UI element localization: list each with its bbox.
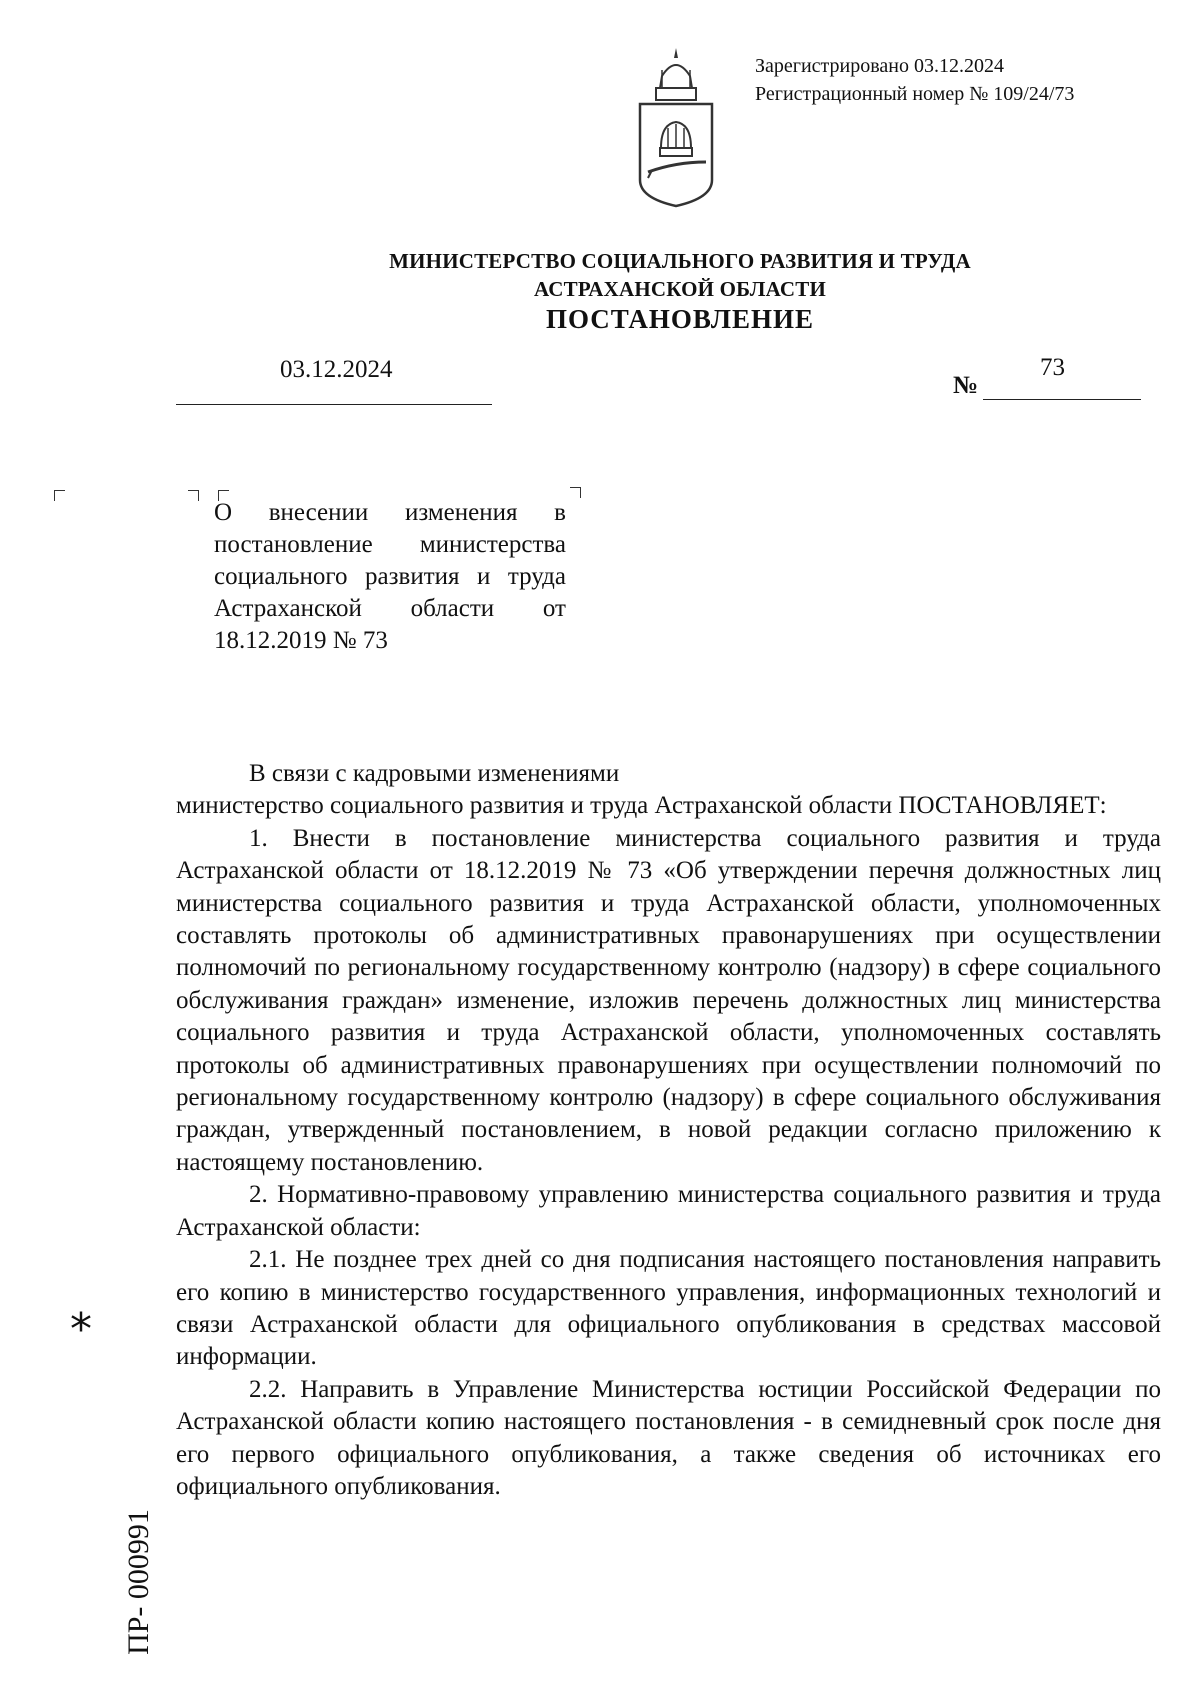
document-number: 73 — [1040, 354, 1065, 381]
ministry-name — [0, 247, 1200, 303]
number-underline — [983, 399, 1141, 400]
paragraph-2-2: 2.2. Направить в Управление Министерства юстиции Российской Федерации по Астраханской области копию настоящего постановления - в семидневный срок после дня его первого официального опубликования, а также сведения об источниках его официального опубликования. — [176, 1375, 1161, 1500]
document-type: ПОСТАНОВЛЕНИЕ — [545, 304, 815, 334]
registration-block — [755, 52, 1074, 108]
astrakhan-coat-of-arms-icon — [636, 48, 716, 208]
number-label: № — [953, 372, 979, 399]
intro-paragraph: В связи с кадровыми изменениями — [249, 760, 620, 787]
document-subject — [214, 497, 566, 657]
subject-corner-mark — [570, 487, 581, 498]
margin-star-mark: * — [70, 1304, 92, 1355]
paragraph-2: 2. Нормативно-правовому управлению министерства социального развития и труда Астраханской области: — [176, 1181, 1161, 1241]
registration-date: Зарегистрировано 03.12.2024 — [755, 55, 1005, 77]
preamble-paragraph: министерство социального развития и труда Астраханской области ПОСТАНОВЛЯЕТ: — [176, 792, 1107, 820]
margin-corner-mark — [54, 490, 65, 501]
document-body — [176, 758, 1161, 1503]
ministry-line-1: МИНИСТЕРСТВО СОЦИАЛЬНОГО РАЗВИТИЯ И ТРУДА — [389, 249, 971, 273]
subject-text: О внесении изменения в постановление министерства социального развития и труда Астраханской области от 18.12.2019 № 73 — [214, 499, 566, 654]
document-date: 03.12.2024 — [280, 356, 393, 383]
paragraph-2-1: 2.1. Не позднее трех дней со дня подписания настоящего постановления направить его копию в министерство государственного управления, информационных технологий и связи Астраханской области для официального опубликования в средствах массовой информации. — [176, 1246, 1161, 1371]
registration-number: Регистрационный номер № 109/24/73 — [755, 83, 1075, 105]
serial-number-vertical: ПР- 000991 — [122, 1509, 155, 1655]
paragraph-1: 1. Внести в постановление министерства социального развития и труда Астраханской области от 18.12.2019 № 73 «Об утверждении перечня должностных лиц министерства социального развития и труда Астраханской области, уполномоченных составлять протоколы об административных правонарушениях при осуществлении полномочий по региональному государственному контролю (надзору) в сфере социального обслуживания граждан» изменение, изложив перечень должностных лиц министерства социального развития и труда Астраханской области, уполномоченных составлять протоколы об административных правонарушениях при осуществлении полномочий по региональному государственному контролю (надзору) в сфере социального обслуживания граждан, утвержденный постановлением, в новой редакции согласно приложению к настоящему постановлению. — [176, 824, 1161, 1176]
subject-corner-mark — [188, 490, 199, 501]
ministry-line-2: АСТРАХАНСКОЙ ОБЛАСТИ — [533, 277, 827, 301]
date-underline — [176, 404, 492, 405]
